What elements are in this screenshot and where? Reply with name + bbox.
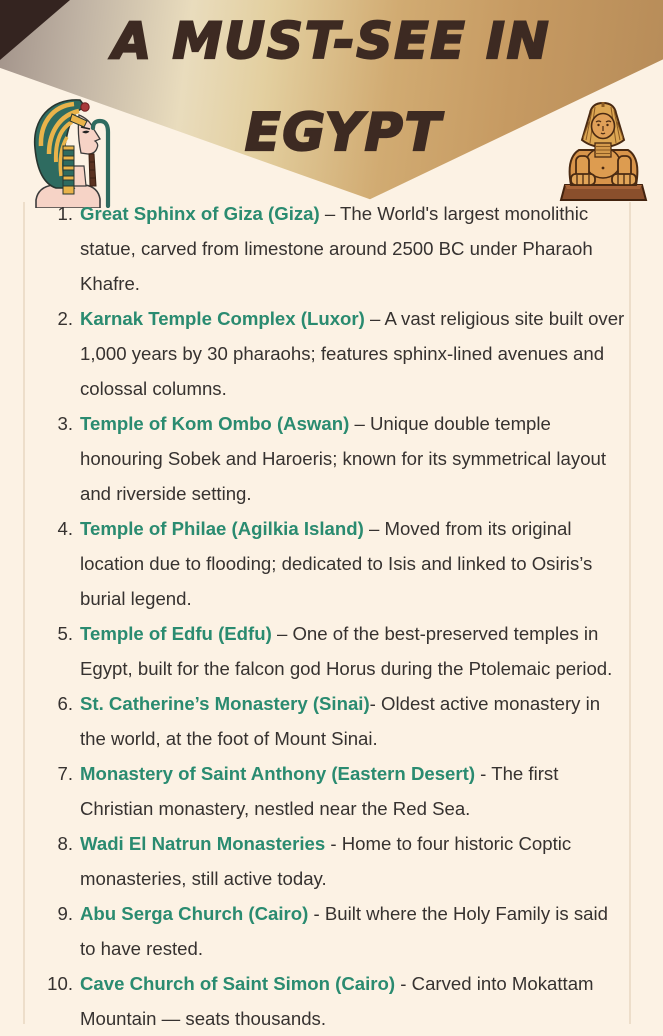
item-description: The World's largest monolithic statue, carved from limestone around 2500 BC under Pharaoh Khafre. <box>80 203 593 294</box>
item-text <box>80 616 626 686</box>
item-heading: Monastery of Saint Anthony (Eastern Desert) <box>80 763 476 784</box>
list-item <box>40 616 626 686</box>
sphinx-icon <box>556 100 651 203</box>
list-item <box>40 966 626 1036</box>
item-separator: - <box>395 973 412 994</box>
item-description: A vast religious site built over 1,000 years by 30 pharaohs; features sphinx-lined avenues and colossal columns. <box>80 308 625 399</box>
list-item <box>40 686 626 756</box>
item-number: 8. <box>57 833 73 854</box>
item-heading: Abu Serga Church (Cairo) <box>80 903 309 924</box>
item-number: 5. <box>57 623 73 644</box>
item-separator: – <box>363 518 385 539</box>
item-text <box>80 966 626 1036</box>
list-item <box>40 756 626 826</box>
item-description: Unique double temple honouring Sobek and Haroeris; known for its symmetrical layout and riverside setting. <box>80 413 607 504</box>
must-see-list <box>40 196 626 1036</box>
right-edge-rule <box>629 202 631 1024</box>
item-description: Home to four historic Coptic monasteries, still active today. <box>80 833 572 889</box>
item-description: One of the best-preserved temples in Egypt, built for the falcon god Horus during the Ptolemaic period. <box>80 623 613 679</box>
list-item <box>40 511 626 616</box>
item-heading: Wadi El Natrun Monasteries <box>80 833 326 854</box>
item-separator: - <box>325 833 342 854</box>
item-separator: - <box>369 693 382 714</box>
item-text <box>80 686 626 756</box>
item-description: Oldest active monastery in the world, at the foot of Mount Sinai. <box>80 693 601 749</box>
left-edge-rule <box>23 202 25 1024</box>
item-description: The first Christian monastery, nestled near the Red Sea. <box>80 763 559 819</box>
page-title-line1: A MUST-SEE IN <box>112 12 551 70</box>
list-item <box>40 826 626 896</box>
list-item <box>40 406 626 511</box>
item-heading: Temple of Edfu (Edfu) <box>80 623 272 644</box>
item-description: Moved from its original location due to flooding; dedicated to Isis and linked to Osiris’s burial legend. <box>80 518 593 609</box>
item-text <box>80 511 626 616</box>
item-separator: – <box>319 203 341 224</box>
item-heading: Cave Church of Saint Simon (Cairo) <box>80 973 396 994</box>
item-text <box>80 826 626 896</box>
item-number: 2. <box>57 308 73 329</box>
item-number: 3. <box>57 413 73 434</box>
item-separator: – <box>364 308 385 329</box>
item-heading: Temple of Kom Ombo (Aswan) <box>80 413 350 434</box>
list-item <box>40 196 626 301</box>
item-heading: St. Catherine’s Monastery (Sinai) <box>80 693 370 714</box>
item-number: 1. <box>57 203 73 224</box>
item-number: 10. <box>47 973 73 994</box>
header-banner <box>0 0 663 212</box>
item-text <box>80 406 626 511</box>
list-item <box>40 896 626 966</box>
pharaoh-icon <box>22 96 117 208</box>
page-title-line2: EGYPT <box>244 103 443 163</box>
item-text <box>80 896 626 966</box>
item-heading: Temple of Philae (Agilkia Island) <box>80 518 364 539</box>
item-separator: - <box>475 763 492 784</box>
list-item <box>40 301 626 406</box>
item-description: Carved into Mokattam Mountain — seats thousands. <box>80 973 594 1029</box>
item-number: 9. <box>57 903 73 924</box>
item-separator: – <box>271 623 293 644</box>
item-separator: - <box>308 903 325 924</box>
item-heading: Great Sphinx of Giza (Giza) <box>80 203 320 224</box>
item-text <box>80 756 626 826</box>
item-text <box>80 196 626 301</box>
item-description: Built where the Holy Family is said to have rested. <box>80 903 608 959</box>
item-text <box>80 301 626 406</box>
item-separator: – <box>349 413 370 434</box>
item-heading: Karnak Temple Complex (Luxor) <box>80 308 365 329</box>
item-number: 4. <box>57 518 73 539</box>
item-number: 6. <box>57 693 73 714</box>
item-number: 7. <box>57 763 73 784</box>
